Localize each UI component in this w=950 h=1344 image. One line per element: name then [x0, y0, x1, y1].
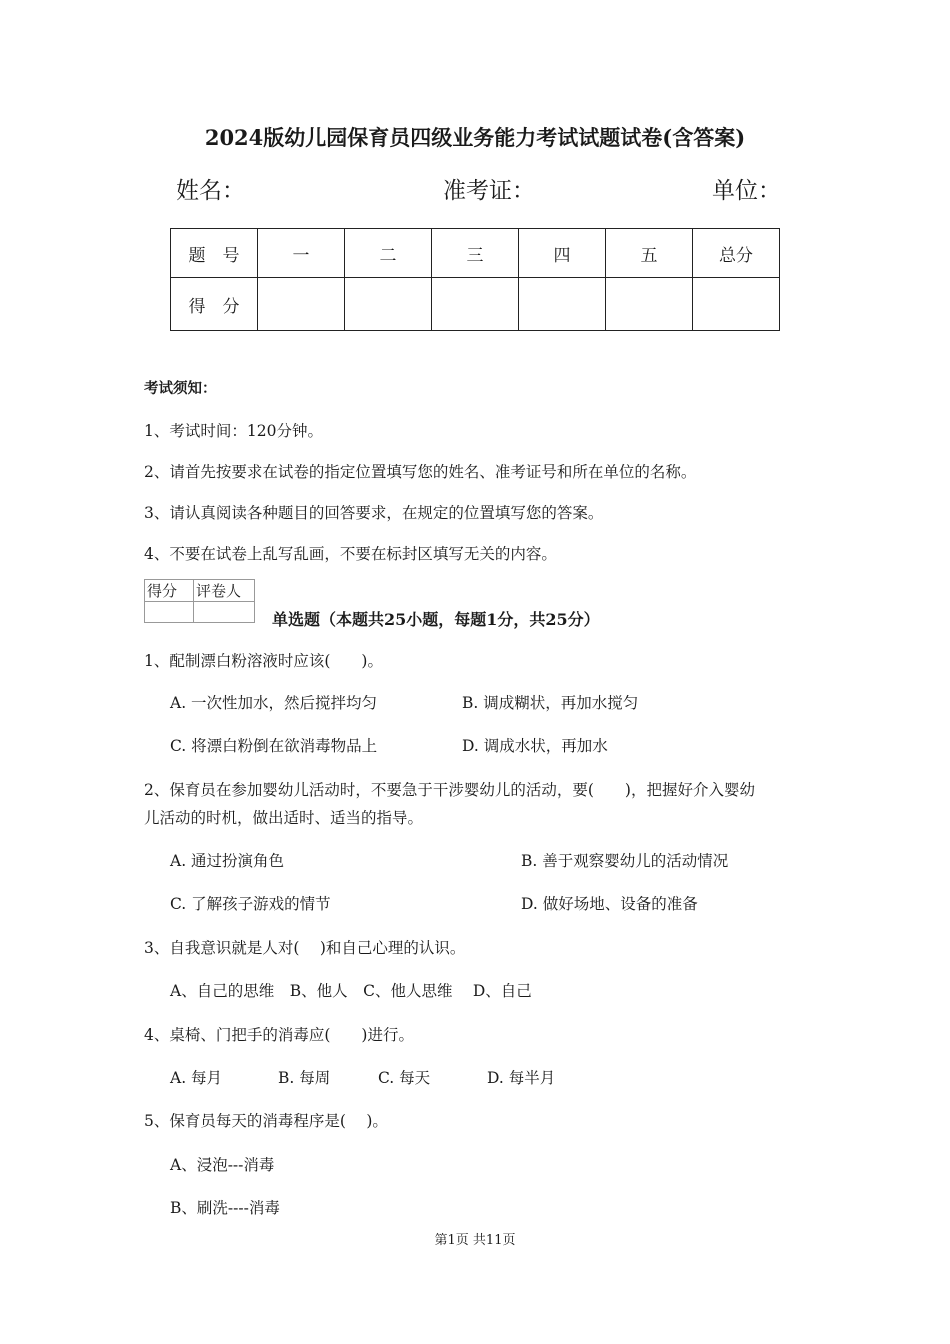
question-stem: 5、保育员每天的消毒程序是( )。 [144, 1112, 388, 1130]
score-cell[interactable] [693, 278, 780, 331]
question-option: B. 调成糊状，再加水搅匀 [462, 694, 639, 712]
instruction-item: 2、请首先按要求在试卷的指定位置填写您的姓名、准考证号和所在单位的名称。 [144, 463, 697, 481]
grader-reviewer-label: 评卷人 [194, 580, 255, 602]
question-option: B. 每周 [278, 1069, 331, 1087]
unit-field-label: 单位： [712, 178, 781, 204]
grader-score-label: 得分 [145, 580, 194, 602]
question-option: A、浸泡---消毒 [170, 1156, 275, 1174]
instruction-item: 1、考试时间：120分钟。 [144, 422, 323, 440]
score-header-5: 五 [606, 229, 693, 278]
score-header-4: 四 [519, 229, 606, 278]
grader-reviewer-cell[interactable] [194, 602, 255, 623]
page-footer: 第1页 共11页 [434, 1233, 516, 1248]
section-title: 单选题（本题共25小题，每题1分，共25分） [272, 610, 600, 629]
exam-id-field-label: 准考证： [443, 178, 535, 204]
question-option: B. 善于观察婴幼儿的活动情况 [521, 852, 729, 870]
name-field-label: 姓名： [176, 178, 245, 204]
score-cell[interactable] [345, 278, 432, 331]
grader-score-cell[interactable] [145, 602, 194, 623]
score-cell[interactable] [258, 278, 345, 331]
instruction-item: 3、请认真阅读各种题目的回答要求，在规定的位置填写您的答案。 [144, 504, 604, 522]
question-stem: 4、桌椅、门把手的消毒应( )进行。 [144, 1026, 414, 1044]
exam-title: 2024版幼儿园保育员四级业务能力考试试题试卷(含答案) [204, 125, 746, 150]
score-header-total: 总分 [693, 229, 780, 278]
score-cell[interactable] [432, 278, 519, 331]
question-stem: 1、配制漂白粉溶液时应该( )。 [144, 652, 383, 670]
score-header-3: 三 [432, 229, 519, 278]
question-stem: 3、自我意识就是人对( )和自己心理的认识。 [144, 939, 466, 957]
question-option: C. 了解孩子游戏的情节 [170, 895, 331, 913]
score-row-label: 得 分 [171, 278, 258, 331]
instructions-heading: 考试须知： [144, 380, 217, 397]
score-header-2: 二 [345, 229, 432, 278]
question-option: C. 每天 [378, 1069, 431, 1087]
score-table [170, 228, 780, 331]
question-option: C. 将漂白粉倒在欲消毒物品上 [170, 737, 378, 755]
score-header-1: 一 [258, 229, 345, 278]
question-stem-continued: 儿活动的时机，做出适时、适当的指导。 [144, 809, 424, 827]
question-option: A. 通过扮演角色 [170, 852, 285, 870]
question-option: D. 每半月 [487, 1069, 556, 1087]
grader-box [144, 579, 255, 623]
score-cell[interactable] [606, 278, 693, 331]
question-stem: 2、保育员在参加婴幼儿活动时，不要急于干涉婴幼儿的活动，要( )，把握好介入婴幼 [144, 781, 755, 799]
question-option: D. 做好场地、设备的准备 [521, 895, 698, 913]
score-header-label: 题 号 [171, 229, 258, 278]
question-option: D. 调成水状，再加水 [462, 737, 608, 755]
question-option: A. 一次性加水，然后搅拌均匀 [170, 694, 378, 712]
instruction-item: 4、不要在试卷上乱写乱画，不要在标封区填写无关的内容。 [144, 545, 557, 563]
score-cell[interactable] [519, 278, 606, 331]
question-options-inline: A、自己的思维 B、他人 C、他人思维 D、自己 [170, 982, 532, 1000]
question-option: B、刷洗----消毒 [170, 1199, 280, 1217]
question-option: A. 每月 [170, 1069, 223, 1087]
